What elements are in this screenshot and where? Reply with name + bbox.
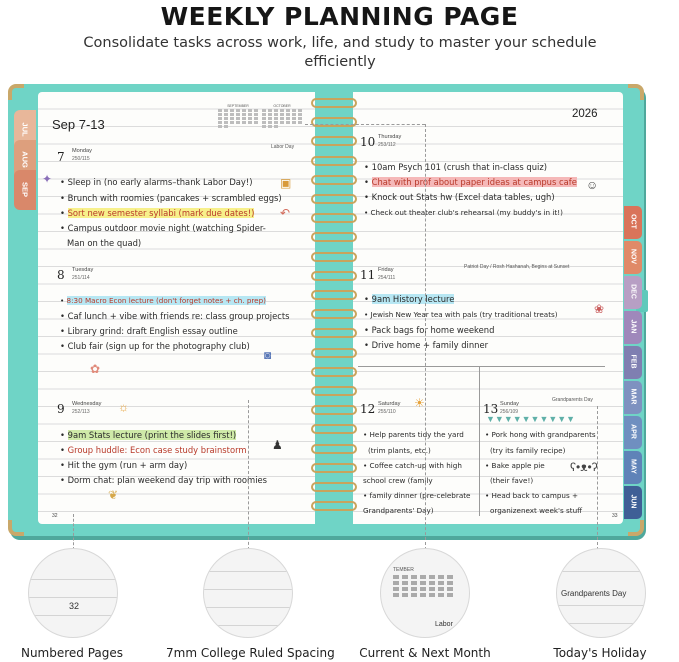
spiral-ring (311, 386, 357, 396)
spiral-ring (311, 252, 357, 262)
spiral-ring (311, 309, 357, 319)
day-code: 250/115 (72, 156, 90, 162)
flower-icon: ✿ (90, 362, 101, 376)
arrow-icon: ↶ (280, 206, 291, 220)
day-code: 255/110 (378, 409, 396, 415)
spiral-ring (311, 232, 357, 242)
month-tab[interactable]: OCT (624, 206, 642, 239)
spiral-ring (311, 271, 357, 281)
day-name: Sunday (500, 401, 519, 407)
month-tab[interactable]: FEB (624, 346, 642, 379)
callout-line (425, 124, 426, 550)
spiral-ring (311, 424, 357, 434)
day-number: 12 (360, 402, 376, 416)
day-code: 256/109 (500, 409, 519, 415)
month-tab[interactable]: JUL (14, 110, 36, 150)
spiral-ring (311, 290, 357, 300)
task-entry: • Jewish New Year tea with pals (try traditional treats) (364, 310, 558, 319)
day-code: 253/112 (378, 142, 396, 148)
day-number: 10 (360, 135, 376, 149)
task-entry: Man on the quad) (67, 238, 142, 248)
task-entry: • Help parents tidy the yard (363, 430, 464, 439)
camera-icon: ◙ (264, 348, 272, 362)
weekend-divider (479, 366, 480, 516)
bear-icon: ʕ•ᴥ•ʔ (570, 460, 598, 474)
leaf-icon: ❦ (108, 488, 119, 502)
task-entry: • Sleep in (no early alarms–thank Labor Day!) (60, 177, 253, 187)
spiral-ring (311, 156, 357, 166)
month-tab[interactable]: APR (624, 416, 642, 449)
day-number: 11 (360, 268, 376, 282)
task-entry: (try its family recipe) (490, 446, 566, 455)
callout-line (305, 124, 425, 125)
task-entry: • Caf lunch + vibe with friends re: class group projects (60, 311, 290, 321)
spiral-ring (311, 444, 357, 454)
spiral-ring (311, 175, 357, 185)
task-entry: • Club fair (sign up for the photography club) (60, 341, 250, 351)
day-monday (57, 148, 65, 166)
day-name: Tuesday (72, 267, 94, 273)
day-tuesday (57, 266, 65, 284)
spiral-ring (311, 136, 357, 146)
spiral-ring (311, 117, 357, 127)
holiday-label: Patriot Day / Rosh Hashanah, Begins at Sunset (464, 264, 570, 270)
task-entry: • Drive home + family dinner (364, 340, 489, 350)
page-title: WEEKLY PLANNING PAGE (160, 2, 519, 31)
feature-caption: 7mm College Ruled Spacing (166, 646, 335, 660)
day-number: 9 (57, 402, 65, 416)
month-tab[interactable]: JUN (624, 486, 642, 519)
feature-zoom-holiday: Grandparents Day (556, 548, 646, 638)
day-thursday (360, 133, 375, 151)
day-code: 254/111 (378, 275, 396, 281)
callout-line (248, 400, 249, 550)
day-code: 252/113 (72, 409, 90, 415)
spiral-ring (311, 405, 357, 415)
mini-calendar-next: OCTOBER (262, 104, 302, 138)
month-tab[interactable]: MAY (624, 451, 642, 484)
month-tab[interactable]: DEC (624, 276, 642, 309)
page-number: 33 (612, 513, 618, 519)
feature-caption: Current & Next Month (359, 646, 491, 660)
corner-protector (8, 84, 24, 100)
task-entry: organizenext week's stuff (490, 506, 583, 515)
task-entry: • Group huddle: Econ case study brainstorm (60, 445, 247, 455)
day-number: 7 (57, 150, 65, 164)
task-entry: Grandparents' Day) (363, 506, 434, 515)
month-tab[interactable]: MAR (624, 381, 642, 414)
page-subtitle: Consolidate tasks across work, life, and study to master your schedule efficiently (83, 35, 597, 70)
day-wednesday (57, 400, 65, 418)
task-entry: • 9am Stats lecture (print the slides first!) (60, 430, 237, 440)
mini-calendar-current: SEPTEMBER (218, 104, 258, 138)
month-tab[interactable]: NOV (624, 241, 642, 274)
day-number: 8 (57, 268, 65, 282)
month-tab[interactable]: AUG (14, 140, 36, 180)
task-entry: • 9am History lecture (364, 294, 455, 304)
page-number: 32 (52, 513, 58, 519)
callout-line (597, 406, 598, 550)
day-friday (360, 266, 375, 284)
spiral-ring (311, 328, 357, 338)
task-entry: • Hit the gym (run + arm day) (60, 460, 188, 470)
robot-icon: ☺ (586, 178, 599, 192)
spiral-ring (311, 348, 357, 358)
feature-zoom-mini-calendars: TEMBER Labor (380, 548, 470, 638)
week-range: Sep 7-13 (52, 117, 105, 132)
corner-protector (8, 520, 24, 536)
day-number: 13 (483, 402, 499, 416)
sparkle-icon: ✦ (42, 172, 53, 186)
sun-icon: ☼ (118, 400, 129, 414)
day-name: Thursday (378, 134, 402, 140)
day-name: Monday (72, 148, 92, 154)
spiral-ring (311, 367, 357, 377)
feature-caption: Today's Holiday (553, 646, 647, 660)
sun-icon: ☀ (414, 396, 425, 410)
corner-protector (628, 84, 644, 100)
spiral-ring (311, 194, 357, 204)
task-entry: (trim plants, etc.) (368, 446, 431, 455)
task-entry: • Coffee catch-up with high (363, 461, 462, 470)
task-entry: • Library grind: draft English essay outline (60, 326, 238, 336)
spiral-ring (311, 98, 357, 108)
toast-icon: ▣ (280, 176, 292, 190)
bunting-icon: ▼▼▼▼▼▼▼▼▼▼ (486, 414, 576, 424)
spiral-ring (311, 482, 357, 492)
year-label: 2026 (572, 108, 598, 120)
task-entry: • Sort new semester syllabi (mark due dates!) (60, 208, 255, 218)
corner-protector (628, 520, 644, 536)
holiday-label: Labor Day (271, 144, 295, 150)
day-name: Saturday (378, 401, 401, 407)
task-entry: school crew (family (363, 476, 433, 485)
task-entry: • Check out theater club's rehearsal (my buddy's in it!) (364, 208, 563, 217)
spiral-ring (311, 463, 357, 473)
month-tab[interactable]: JAN (624, 311, 642, 344)
spiral-ring (311, 501, 357, 511)
task-entry: • 10am Psych 101 (crush that in-class quiz) (364, 162, 548, 172)
task-entry: • Bake apple pie (485, 461, 545, 470)
month-tab[interactable]: SEP (14, 170, 36, 210)
task-entry: • Head back to campus + (485, 491, 579, 500)
task-entry: • family dinner (pre-celebrate (363, 491, 471, 500)
day-name: Friday (378, 267, 394, 273)
spiral-ring (311, 213, 357, 223)
task-entry: • Pack bags for home weekend (364, 325, 495, 335)
runner-icon: ♟ (272, 438, 283, 452)
task-entry: • Chat with prof about paper ideas at campus cafe (364, 177, 577, 187)
task-entry: • Dorm chat: plan weekend day trip with roomies (60, 475, 268, 485)
apple-icon: ❀ (594, 302, 605, 316)
holiday-label: Grandparents Day (552, 397, 593, 403)
feature-zoom-numbered-pages: 32 (28, 548, 118, 638)
feature-zoom-ruled-spacing (203, 548, 293, 638)
feature-caption: Numbered Pages (20, 646, 124, 660)
task-entry: • Campus outdoor movie night (watching Spider- (60, 223, 266, 233)
callout-line (73, 514, 74, 550)
task-entry: • 8:30 Macro Econ lecture (don't forget notes + ch. prep) (60, 296, 266, 305)
task-entry: (their fave!) (490, 476, 534, 485)
task-entry: • Knock out Stats hw (Excel data tables, ugh) (364, 192, 555, 202)
day-saturday (360, 400, 375, 418)
day-code: 251/114 (72, 275, 90, 281)
task-entry: • Pork hong with grandparents (485, 430, 596, 439)
task-entry: • Brunch with roomies (pancakes + scrambled eggs) (60, 193, 282, 203)
day-name: Wednesday (72, 401, 102, 407)
weekend-divider (358, 366, 605, 367)
